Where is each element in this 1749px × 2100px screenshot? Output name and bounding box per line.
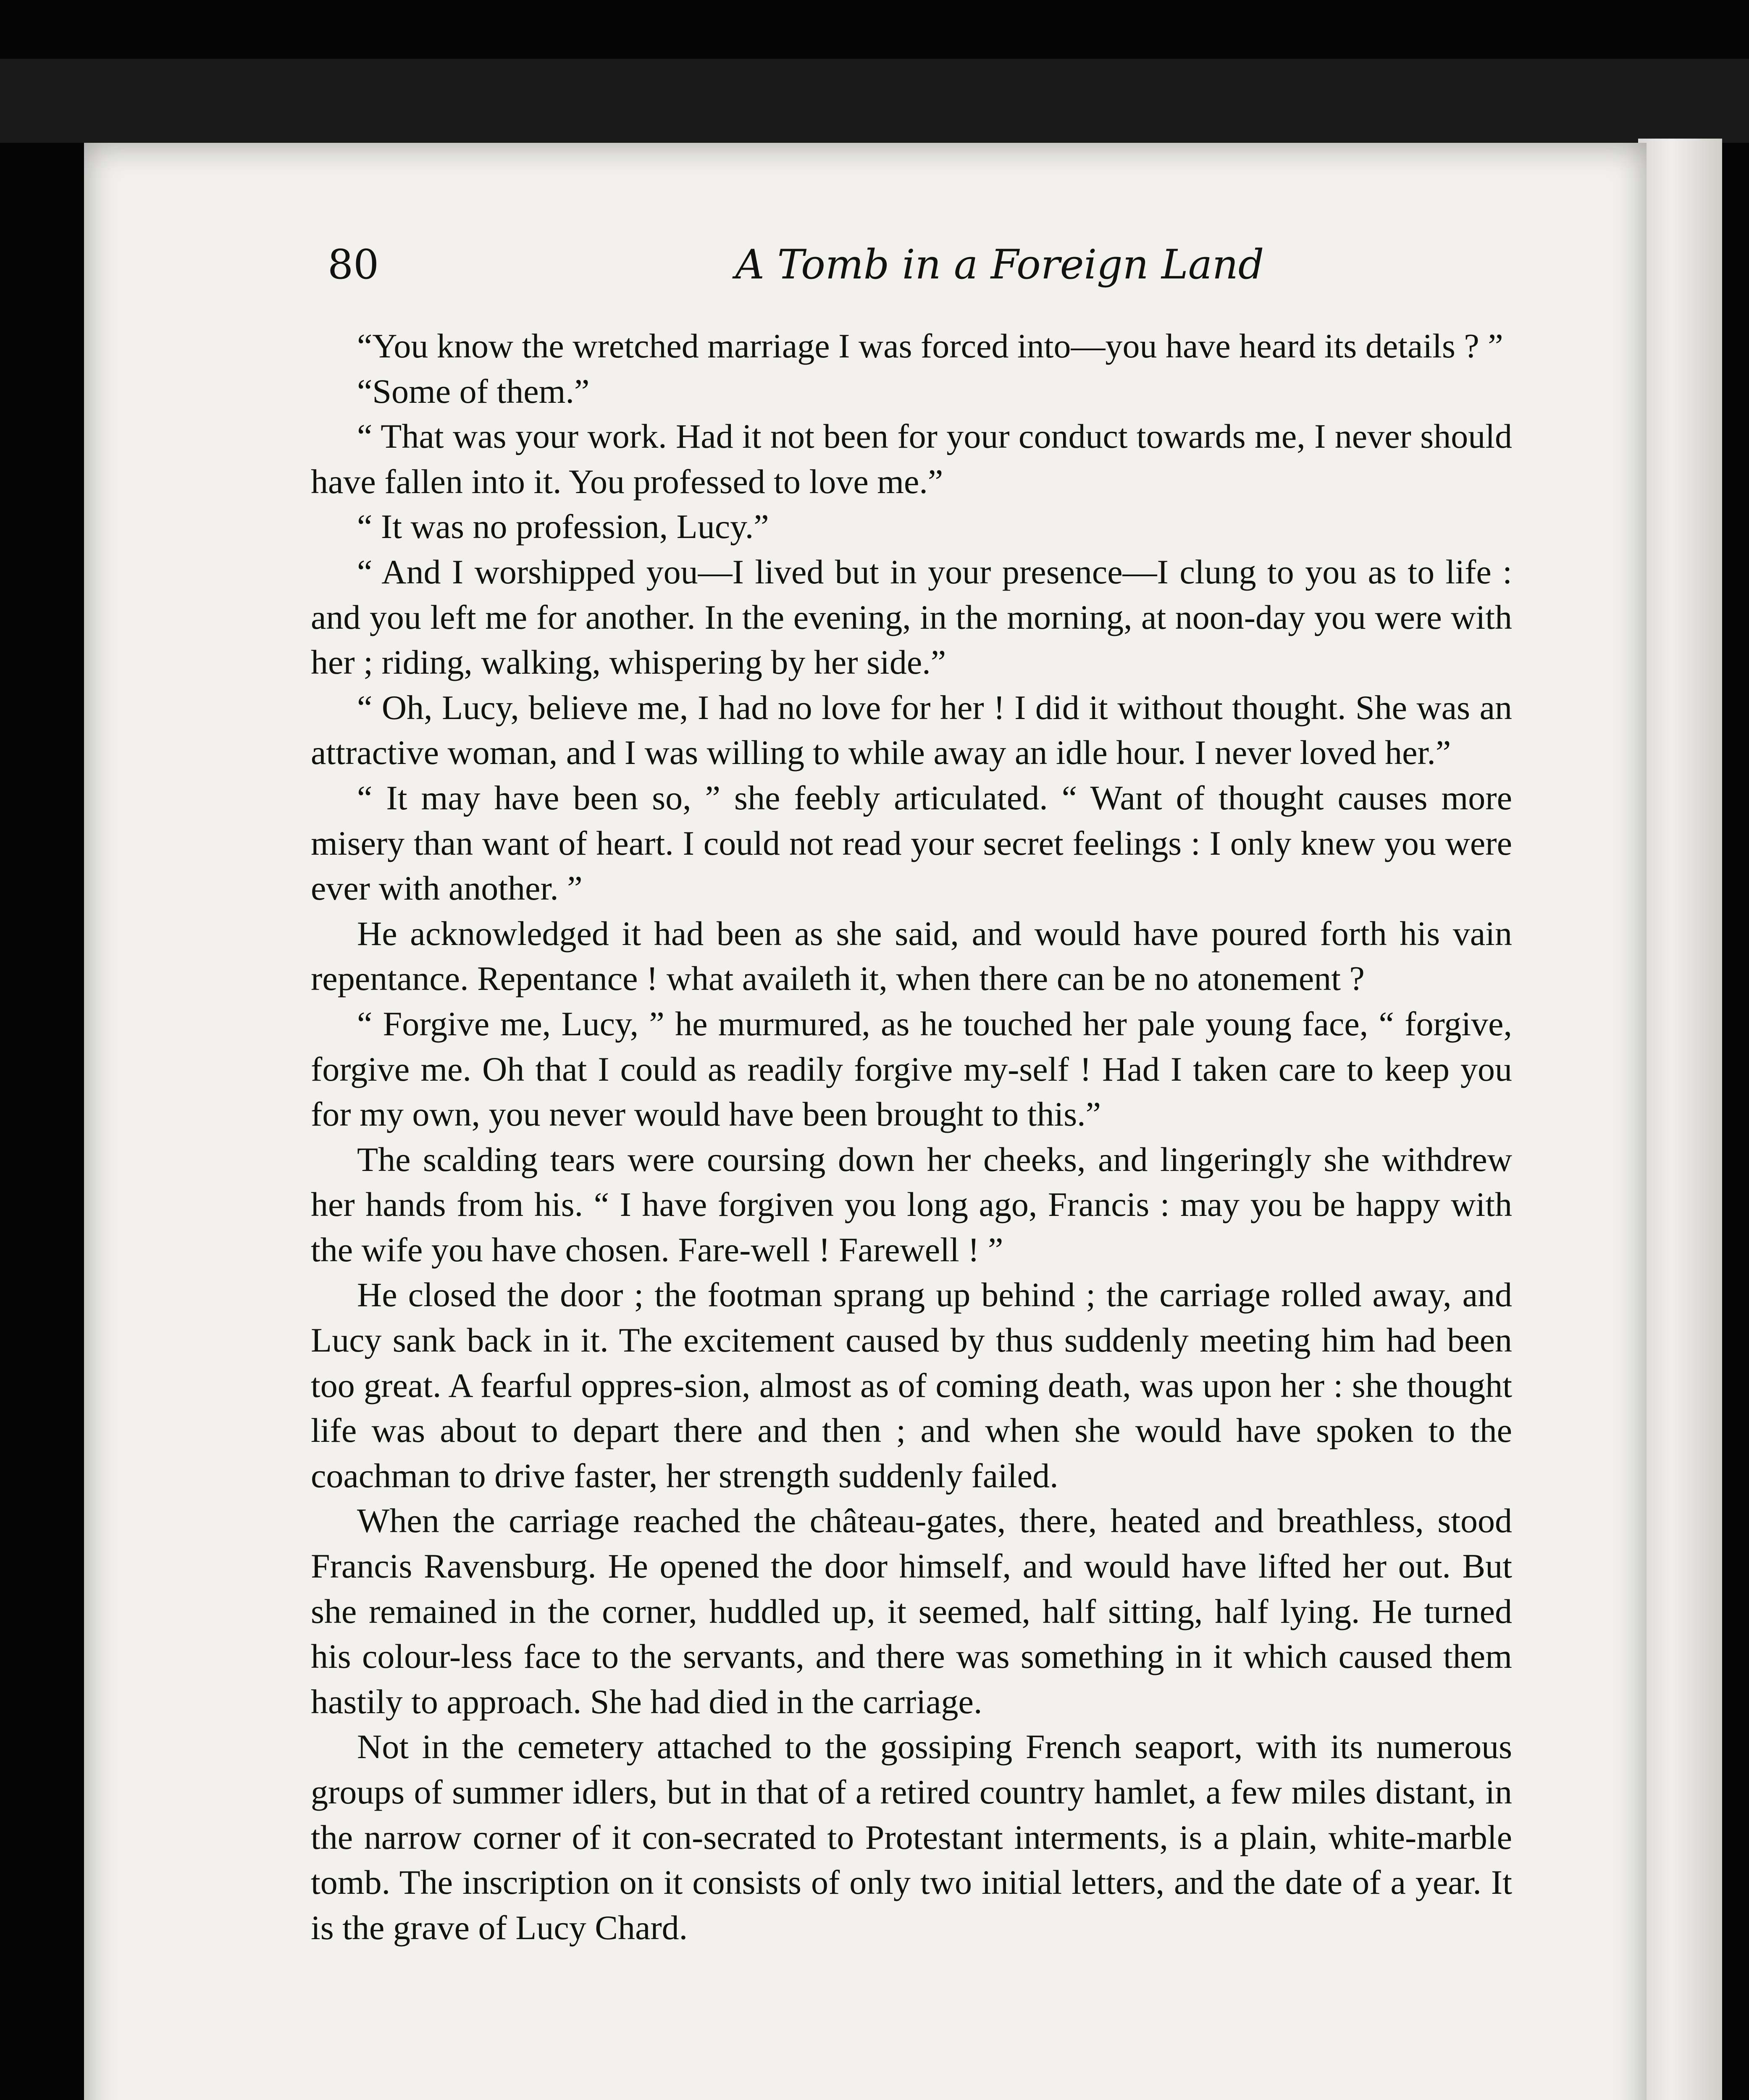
paragraph: “ It was no profession, Lucy.”: [357, 507, 769, 546]
paragraph: “ Oh, Lucy, believe me, I had no love for her ! I did it without thought. She was an attractive woman, and I was willing to while away an idle hour. I never loved her.”: [311, 688, 1512, 772]
scanner-top-band: [0, 59, 1749, 143]
facing-page-edge: [1638, 139, 1722, 2100]
paragraph: He closed the door ; the footman sprang up behind ; the carriage rolled away, and Lucy sank back in it. The excitement caused by thus suddenly meeting him had been too great. A fearful oppres-sion, almost as of coming death, was upon her : she thought life was about to depart there and then ; and when she would have spoken to the coachman to drive faster, her strength suddenly failed.: [311, 1276, 1512, 1495]
page-number: 80: [328, 241, 379, 288]
paragraph: “ It may have been so, ” she feebly articulated. “ Want of thought causes more misery than want of heart. I could not read your secret feelings : I only knew you were ever with another. ”: [311, 778, 1512, 908]
page-header: [235, 235, 1512, 294]
paragraph: “ That was your work. Had it not been for your conduct towards me, I never should have fallen into it. You professed to love me.”: [311, 417, 1512, 501]
paragraph: When the carriage reached the château-gates, there, heated and breathless, stood Francis Ravensburg. He opened the door himself, and would have lifted her out. But she remained in the corner, huddled up, it seemed, half sitting, half lying. He turned his colour-less face to the servants, and there was something in it which caused them hastily to approach. She had died in the carriage.: [311, 1502, 1512, 1721]
paragraph: “Some of them.”: [357, 372, 590, 410]
paragraph: “ Forgive me, Lucy, ” he murmured, as he touched her pale young face, “ forgive, forgive me. Oh that I could as readily forgive my-self ! Had I taken care to keep you for my own, you never would have been brought to this.”: [311, 1004, 1512, 1134]
page-body: [311, 323, 1512, 1950]
running-head: A Tomb in a Foreign Land: [735, 241, 1264, 288]
paragraph: Not in the cemetery attached to the gossiping French seaport, with its numerous groups of summer idlers, but in that of a retired country hamlet, a few miles distant, in the narrow corner of it con-secrated to Protestant interments, is a plain, white-marble tomb. The inscription on it consists of only two initial letters, and the date of a year. It is the grave of Lucy Chard.: [311, 1727, 1512, 1947]
paragraph: “You know the wretched marriage I was forced into—you have heard its details ? ”: [357, 327, 1503, 365]
paragraph: “ And I worshipped you—I lived but in your presence—I clung to you as to life : and you left me for another. In the evening, in the morning, at noon-day you were with her ; riding, walking, whispering by her side.”: [311, 552, 1512, 682]
paragraph: He acknowledged it had been as she said, and would have poured forth his vain repentance. Repentance ! what availeth it, when there can be no atonement ?: [311, 914, 1512, 998]
paragraph: The scalding tears were coursing down her cheeks, and lingeringly she withdrew her hands from his. “ I have forgiven you long ago, Francis : may you be happy with the wife you have chosen. Fare-well ! Farewell ! ”: [311, 1140, 1512, 1269]
